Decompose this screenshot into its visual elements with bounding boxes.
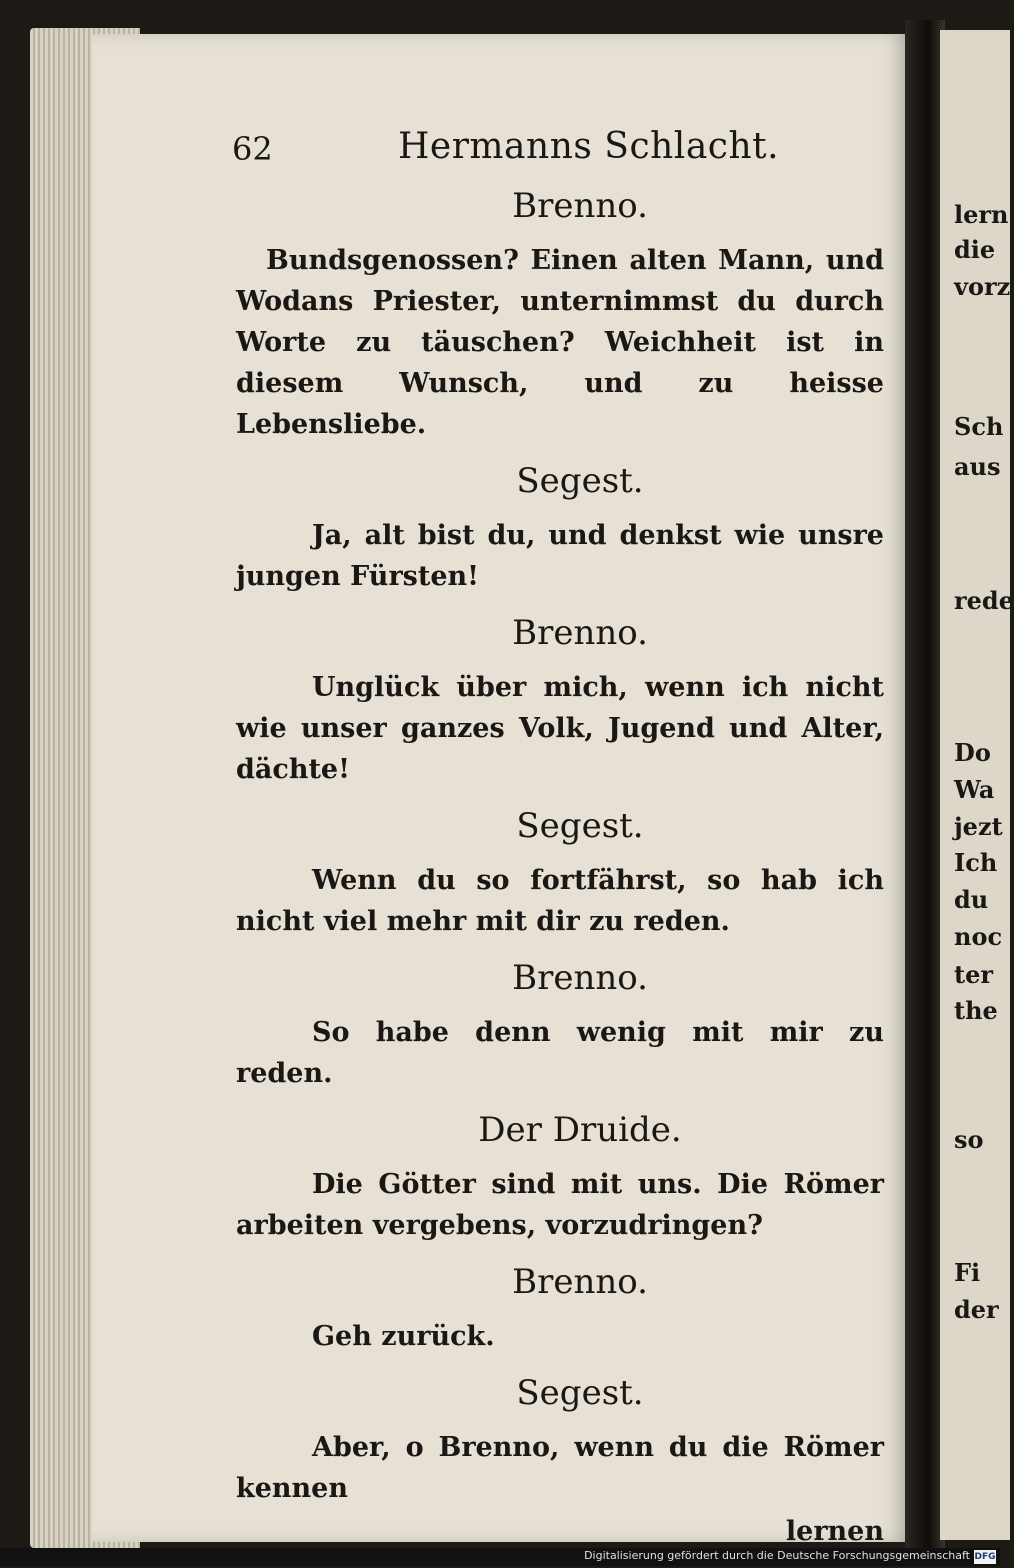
facing-fragment: die [954, 235, 996, 264]
facing-fragment: jezt [954, 812, 1003, 841]
play-text [236, 186, 884, 1568]
facing-fragment: ter [954, 960, 993, 989]
speech-text: Aber, o Brenno, wenn du die Römer kennen [236, 1432, 884, 1504]
running-title: Hermanns Schlacht. [398, 126, 780, 167]
facing-fragment: der [954, 1295, 999, 1324]
book-gutter [905, 20, 945, 1550]
page-number: 62 [232, 130, 273, 168]
facing-fragment: the [954, 996, 998, 1025]
facing-fragment: lern [954, 200, 1009, 229]
speech-text: Die Götter sind mit uns. Die Römer arbeiten vergebens, vorzudringen? [236, 1169, 884, 1241]
speaker-name: Brenno. [512, 1262, 648, 1302]
speech-text: Ja, alt bist du, und denkst wie unsre jungen Fürsten! [236, 520, 884, 592]
facing-fragment: du [954, 885, 989, 914]
facing-fragment: Sch [954, 412, 1004, 441]
speech-text: So habe denn wenig mit mir zu reden. [236, 1017, 884, 1089]
speaker-name: Brenno. [512, 613, 648, 653]
speech-text: Unglück über mich, wenn ich nicht wie unser ganzes Volk, Jugend und Alter, dächte! [236, 672, 884, 785]
dfg-logo: DFG [974, 1552, 996, 1562]
speaker-name: Brenno. [512, 186, 648, 226]
speaker-name: Brenno. [512, 958, 648, 998]
speaker-name: Segest. [516, 806, 644, 846]
facing-fragment: Ich [954, 848, 998, 877]
speaker-name: Segest. [516, 1373, 644, 1413]
digitization-credit: Digitalisierung gefördert durch die Deutsche Forschungsgemeinschaft [584, 1549, 970, 1562]
facing-fragment: Do [954, 738, 991, 767]
catchword: lernen [785, 1516, 884, 1547]
speech-text: Wenn du so fortfährst, so hab ich nicht viel mehr mit dir zu reden. [236, 865, 884, 937]
speech-text: Geh zurück. [312, 1321, 495, 1352]
speaker-name: Der Druide. [478, 1110, 682, 1150]
facing-fragment: Fi [954, 1258, 981, 1287]
facing-fragment: noc [954, 922, 1003, 951]
running-header [232, 126, 862, 176]
facing-fragment: aus [954, 452, 1001, 481]
facing-fragment: rede [954, 586, 1014, 615]
facing-fragment: so [954, 1125, 984, 1154]
speech-text: Bundsgenossen? Einen alten Mann, und Wodans Priester, unternimmst du durch Worte zu täuschen? Weichheit ist in diesem Wunsch, und zu heisse Lebensliebe. [236, 245, 884, 440]
speaker-name: Segest. [516, 461, 644, 501]
facing-fragment: vorz [954, 272, 1011, 301]
facing-fragment: Wa [954, 775, 995, 804]
facing-page [940, 30, 1014, 1540]
